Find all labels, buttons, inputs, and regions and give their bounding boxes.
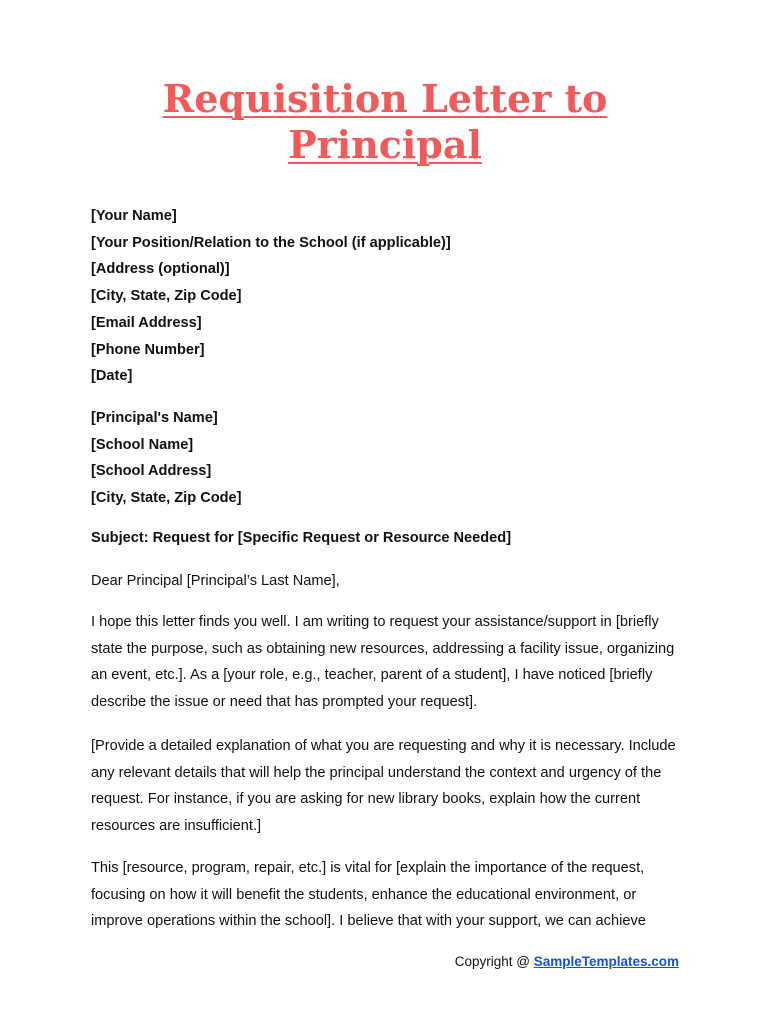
sender-address-block <box>91 203 691 390</box>
sender-name: [Your Name] <box>91 208 177 224</box>
sample-templates-link[interactable]: SampleTemplates.com <box>533 954 679 969</box>
body-paragraph-1: I hope this letter finds you well. I am writing to request your assistance/support in [briefly state the purpose, such as obtaining new resources, addressing a facility issue, organizing an event, etc.]. As a [your role, e.g., teacher, parent of a student], I have noticed [briefly describe the issue or need that has prompted your request]. <box>91 614 675 711</box>
school-city-state-zip: [City, State, Zip Code] <box>91 490 242 507</box>
sender-email: [Email Address] <box>91 314 202 331</box>
copyright-text: Copyright @ <box>454 954 534 969</box>
document-title <box>0 76 770 168</box>
body-paragraph-2: [Provide a detailed explanation of what you are requesting and why it is necessary. Include any relevant details that will help the principal understand the context and urgency of the request. For instance, if you are asking for new library books, explain how the current resources are insufficient.] <box>91 738 676 835</box>
recipient-address-block <box>91 405 691 512</box>
body-paragraph-3: This [resource, program, repair, etc.] is vital for [explain the importance of the request, focusing on how it will benefit the students, enhance the educational environment, or improve operations within the school]. I believe that with your support, we can achieve <box>91 860 646 930</box>
copyright-footer <box>455 953 679 971</box>
subject-line: Subject: Request for [Specific Request or Resource Needed] <box>91 530 512 546</box>
letter-date: [Date] <box>91 368 133 385</box>
principal-name: [Principal's Name] <box>91 410 218 426</box>
school-address: [School Address] <box>91 463 212 480</box>
school-name: [School Name] <box>91 436 194 453</box>
sender-position: [Your Position/Relation to the School (if applicable)] <box>91 234 451 251</box>
sender-address: [Address (optional)] <box>91 261 230 278</box>
salutation: Dear Principal [Principal’s Last Name], <box>91 573 340 589</box>
sender-city-state-zip: [City, State, Zip Code] <box>91 288 242 305</box>
sender-phone: [Phone Number] <box>91 341 205 358</box>
title-line-2: Principal <box>288 122 482 167</box>
title-line-1: Requisition Letter to <box>162 76 608 121</box>
